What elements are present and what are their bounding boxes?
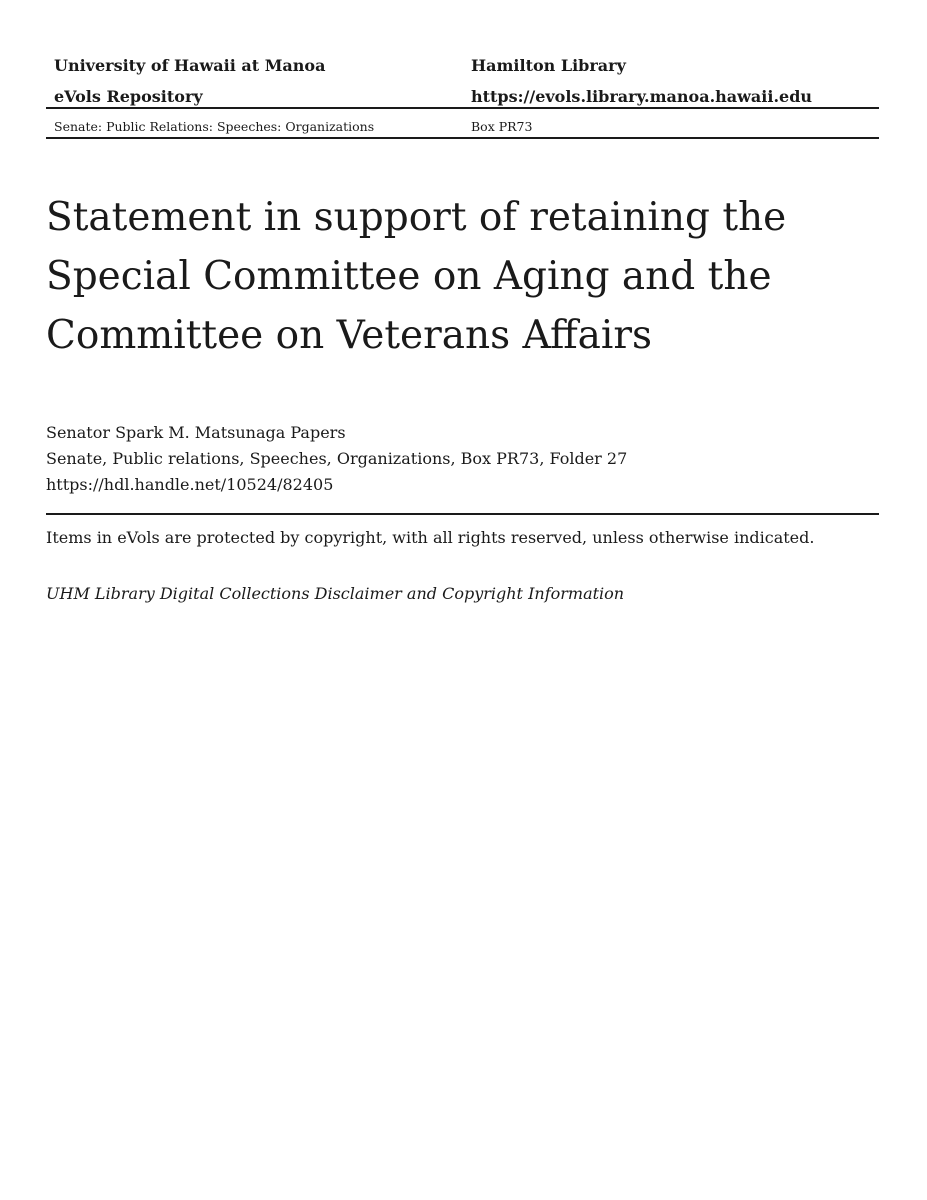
institution-name: University of Hawaii at Manoa (54, 56, 326, 75)
document-title (46, 188, 826, 365)
rights-statement: Items in eVols are protected by copyright, with all rights reserved, unless otherwise indicated. (46, 528, 815, 547)
collection-name: Senator Spark M. Matsunaga Papers (46, 423, 346, 442)
footer-divider (46, 513, 879, 515)
folder-location: Senate, Public relations, Speeches, Organizations, Box PR73, Folder 27 (46, 449, 628, 468)
handle-link[interactable]: https://hdl.handle.net/10524/82405 (46, 475, 334, 494)
title-line: Special Committee on Aging and the (46, 254, 772, 299)
library-url[interactable]: https://evols.library.manoa.hawaii.edu (471, 87, 813, 106)
repository-name: eVols Repository (54, 87, 203, 106)
header-subrow (46, 114, 879, 138)
header-row-1 (46, 50, 879, 81)
disclaimer-link[interactable]: UHM Library Digital Collections Disclaimer and Copyright Information (46, 584, 625, 603)
header (46, 50, 879, 112)
header-divider-top (46, 107, 879, 109)
box-label: Box PR73 (471, 119, 533, 134)
title-line: Committee on Veterans Affairs (46, 313, 653, 358)
title-line: Statement in support of retaining the (46, 195, 787, 240)
document-metadata (46, 420, 627, 498)
series-path: Senate: Public Relations: Speeches: Organizations (54, 119, 375, 134)
header-divider-bottom (46, 137, 879, 139)
library-name: Hamilton Library (471, 56, 626, 75)
